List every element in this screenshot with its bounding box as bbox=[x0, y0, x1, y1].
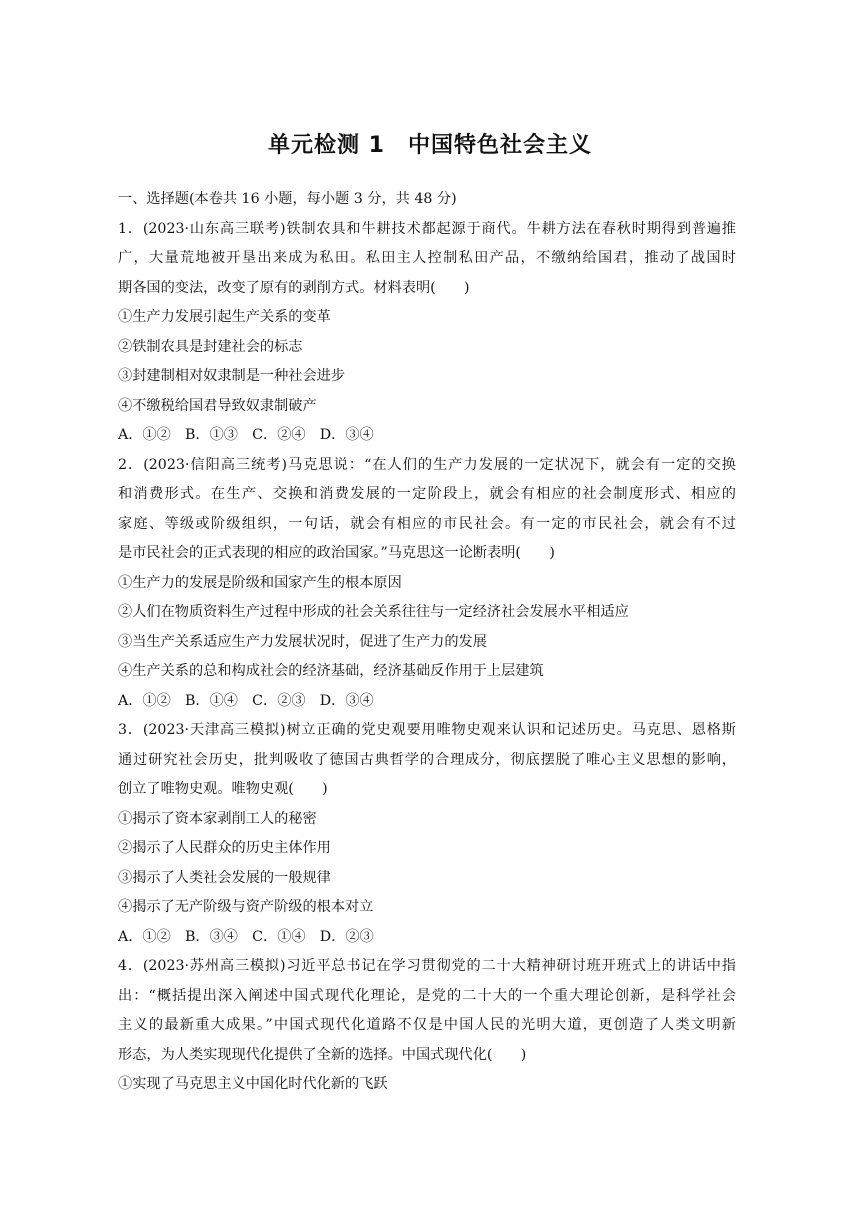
question-1-stem-line-1: 1．(2023·山东高三联考)铁制农具和牛耕技术都起源于商代。牛耕方法在春秋时期得到普遍推 bbox=[118, 220, 736, 237]
question-2-option-3: ③当生产关系适应生产力发展状况时，促进了生产力的发展 bbox=[118, 633, 487, 650]
question-3-answer-choices: A．①② B．③④ C．①④ D．②③ bbox=[118, 928, 374, 945]
question-3-option-2: ②揭示了人民群众的历史主体作用 bbox=[118, 840, 331, 856]
question-1-option-2: ②铁制农具是封建社会的标志 bbox=[118, 338, 303, 355]
question-1-option-4: ④不缴税给国君导致奴隶制破产 bbox=[118, 397, 317, 414]
question-2-stem-line-1: 2．(2023·信阳高三统考)马克思说：“在人们的生产力发展的一定状况下，就会有一定的交换 bbox=[118, 456, 736, 473]
question-3-stem-line-1: 3．(2023·天津高三模拟)树立正确的党史观要用唯物史观来认识和记述历史。马克思、恩格斯 bbox=[118, 722, 736, 738]
question-2-stem-line-3: 家庭、等级或阶级组织，一句话，就会有相应的市民社会。有一定的市民社会，就会有不过 bbox=[118, 515, 736, 532]
question-3-stem-line-3: 创立了唯物史观。唯物史观( ) bbox=[118, 781, 328, 797]
question-2-option-1: ①生产力的发展是阶级和国家产生的根本原因 bbox=[118, 574, 402, 591]
question-2-option-4: ④生产关系的总和构成社会的经济基础，经济基础反作用于上层建筑 bbox=[118, 663, 544, 679]
question-3-stem-line-2: 通过研究社会历史，批判吸收了德国古典哲学的合理成分，彻底摆脱了唯心主义思想的影响， bbox=[118, 751, 736, 768]
question-1-option-3: ③封建制相对奴隶制是一种社会进步 bbox=[118, 368, 346, 384]
question-4-option-1: ①实现了马克思主义中国化时代化新的飞跃 bbox=[118, 1076, 388, 1092]
question-2-stem-line-2: 和消费形式。在生产、交换和消费发展的一定阶段上，就会有相应的社会制度形式、相应的 bbox=[118, 486, 736, 502]
question-4-stem-line-3: 主义的最新重大成果。”中国式现代化道路不仅是中国人民的光明大道，更创造了人类文明新 bbox=[118, 1017, 736, 1033]
question-4-stem-line-4: 形态，为人类实现现代化提供了全新的选择。中国式现代化( ) bbox=[118, 1046, 527, 1063]
question-4-stem-line-2: 出：“概括提出深入阐述中国式现代化理论，是党的二十大的一个重大理论创新，是科学社会 bbox=[118, 987, 736, 1004]
question-4-stem-line-1: 4．(2023·苏州高三模拟)习近平总书记在学习贯彻党的二十大精神研讨班开班式上的讲话中指 bbox=[118, 958, 736, 974]
section-header: 一、选择题(本卷共 16 小题，每小题 3 分，共 48 分) bbox=[118, 191, 457, 207]
question-3-option-1: ①揭示了资本家剥削工人的秘密 bbox=[118, 810, 317, 827]
question-1-answer-choices: A．①② B．①③ C．②④ D．③④ bbox=[118, 427, 374, 443]
question-2-option-2: ②人们在物质资料生产过程中形成的社会关系往往与一定经济社会发展水平相适应 bbox=[118, 604, 629, 620]
question-content bbox=[118, 185, 736, 1100]
question-3-option-4: ④揭示了无产阶级与资产阶级的根本对立 bbox=[118, 899, 374, 915]
question-1-option-1: ①生产力发展引起生产关系的变革 bbox=[118, 309, 331, 325]
page-title: 单元检测 1 中国特色社会主义 bbox=[268, 133, 592, 158]
question-3-option-3: ③揭示了人类社会发展的一般规律 bbox=[118, 869, 331, 886]
question-2-stem-line-4: 是市民社会的正式表现的相应的政治国家。”马克思这一论断表明( ) bbox=[118, 545, 555, 561]
question-1-stem-line-3: 期各国的变法，改变了原有的剥削方式。材料表明( ) bbox=[118, 279, 470, 296]
question-2-answer-choices: A．①② B．①④ C．②③ D．③④ bbox=[118, 692, 374, 709]
question-1-stem-line-2: 广，大量荒地被开垦出来成为私田。私田主人控制私田产品，不缴纳给国君，推动了战国时 bbox=[118, 250, 736, 266]
